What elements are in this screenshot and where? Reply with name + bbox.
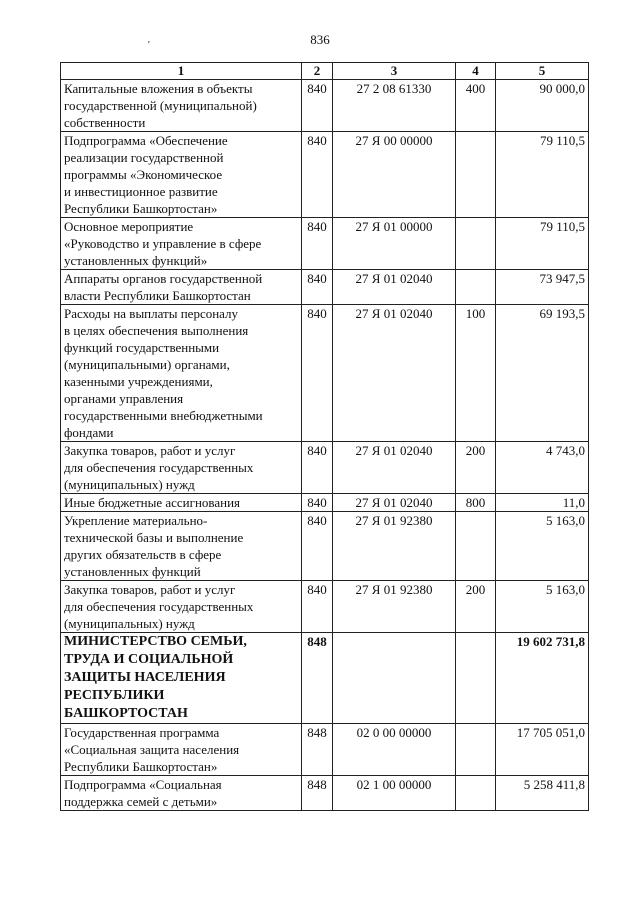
row-expense-cell: 200 (456, 442, 496, 494)
row-name-cell: Иные бюджетные ассигнования (61, 494, 302, 512)
row-section-cell: 27 Я 01 92380 (333, 581, 456, 633)
row-code-cell: 840 (302, 512, 333, 581)
row-name-cell: Основное мероприятие «Руководство и управление в сфере установленных функций» (61, 218, 302, 270)
row-section-cell: 27 Я 01 00000 (333, 218, 456, 270)
table-row (61, 512, 589, 581)
row-section-cell: 02 0 00 00000 (333, 724, 456, 776)
row-name-cell: МИНИСТЕРСТВО СЕМЬИ, ТРУДА И СОЦИАЛЬНОЙ ЗАЩИТЫ НАСЕЛЕНИЯ РЕСПУБЛИКИ БАШКОРТОСТАН (61, 633, 302, 724)
row-name-cell: Подпрограмма «Социальная поддержка семей с детьми» (61, 776, 302, 811)
row-name-cell: Государственная программа «Социальная защита населения Республики Башкортостан» (61, 724, 302, 776)
table-body (61, 80, 589, 811)
row-amount-cell: 5 258 411,8 (496, 776, 589, 811)
table-header (61, 63, 589, 80)
row-amount-cell: 5 163,0 (496, 581, 589, 633)
row-section-cell: 27 Я 01 02040 (333, 494, 456, 512)
row-code-cell: 848 (302, 776, 333, 811)
row-section-cell: 27 Я 01 02040 (333, 305, 456, 442)
row-expense-cell (456, 512, 496, 581)
scan-mark: ' (148, 40, 150, 51)
row-section-cell (333, 633, 456, 724)
table-row (61, 776, 589, 811)
row-amount-cell: 19 602 731,8 (496, 633, 589, 724)
row-name-cell: Закупка товаров, работ и услуг для обеспечения государственных (муниципальных) нужд (61, 581, 302, 633)
row-amount-cell: 5 163,0 (496, 512, 589, 581)
row-expense-cell (456, 724, 496, 776)
row-code-cell: 848 (302, 724, 333, 776)
row-amount-cell: 79 110,5 (496, 218, 589, 270)
table-row (61, 270, 589, 305)
row-expense-cell (456, 776, 496, 811)
row-expense-cell (456, 270, 496, 305)
row-code-cell: 840 (302, 132, 333, 218)
row-code-cell: 840 (302, 305, 333, 442)
header-col-1: 1 (61, 63, 302, 80)
row-section-cell: 27 Я 01 02040 (333, 270, 456, 305)
row-expense-cell: 400 (456, 80, 496, 132)
row-amount-cell: 90 000,0 (496, 80, 589, 132)
page-number: 836 (310, 32, 330, 47)
row-amount-cell: 69 193,5 (496, 305, 589, 442)
row-amount-cell: 73 947,5 (496, 270, 589, 305)
header-col-3: 3 (333, 63, 456, 80)
row-section-cell: 02 1 00 00000 (333, 776, 456, 811)
table-row (61, 132, 589, 218)
table-row (61, 442, 589, 494)
table-row (61, 80, 589, 132)
row-name-cell: Расходы на выплаты персоналу в целях обеспечения выполнения функций государственными (муниципальными) органами, казенными учреждениями, органами управления государственными внебюджетными фондами (61, 305, 302, 442)
table-row (61, 494, 589, 512)
table-row (61, 305, 589, 442)
row-amount-cell: 11,0 (496, 494, 589, 512)
budget-table (60, 62, 589, 811)
row-name-cell: Укрепление материально- технической базы и выполнение других обязательств в сфере установленных функций (61, 512, 302, 581)
header-row (61, 63, 589, 80)
row-name-cell: Закупка товаров, работ и услуг для обеспечения государственных (муниципальных) нужд (61, 442, 302, 494)
row-section-cell: 27 Я 00 00000 (333, 132, 456, 218)
row-expense-cell: 100 (456, 305, 496, 442)
header-col-2: 2 (302, 63, 333, 80)
row-amount-cell: 4 743,0 (496, 442, 589, 494)
row-code-cell: 840 (302, 218, 333, 270)
row-name-cell: Подпрограмма «Обеспечение реализации государственной программы «Экономическое и инвестиционное развитие Республики Башкортостан» (61, 132, 302, 218)
row-section-cell: 27 Я 01 92380 (333, 512, 456, 581)
row-code-cell: 840 (302, 270, 333, 305)
row-code-cell: 840 (302, 581, 333, 633)
row-section-cell: 27 Я 01 02040 (333, 442, 456, 494)
row-amount-cell: 79 110,5 (496, 132, 589, 218)
table-row (61, 218, 589, 270)
table-row (61, 633, 589, 724)
row-name-cell: Аппараты органов государственной власти Республики Башкортостан (61, 270, 302, 305)
row-section-cell: 27 2 08 61330 (333, 80, 456, 132)
row-expense-cell (456, 132, 496, 218)
table-row (61, 581, 589, 633)
header-col-5: 5 (496, 63, 589, 80)
row-expense-cell (456, 218, 496, 270)
row-expense-cell: 200 (456, 581, 496, 633)
row-name-cell: Капитальные вложения в объекты государственной (муниципальной) собственности (61, 80, 302, 132)
row-code-cell: 840 (302, 442, 333, 494)
row-expense-cell: 800 (456, 494, 496, 512)
row-code-cell: 848 (302, 633, 333, 724)
row-code-cell: 840 (302, 494, 333, 512)
header-col-4: 4 (456, 63, 496, 80)
row-expense-cell (456, 633, 496, 724)
table-row (61, 724, 589, 776)
row-code-cell: 840 (302, 80, 333, 132)
row-amount-cell: 17 705 051,0 (496, 724, 589, 776)
